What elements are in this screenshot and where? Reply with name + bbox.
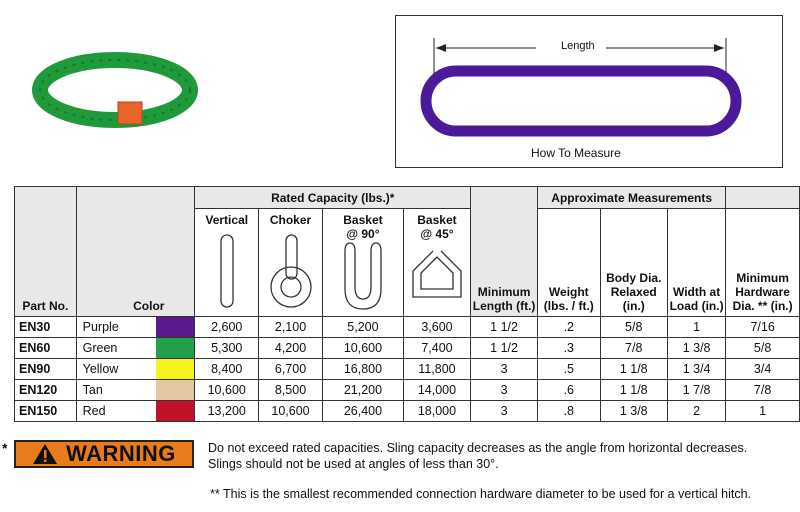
vertical-label: Vertical — [205, 213, 249, 227]
cell-body: 1 1/8 — [600, 380, 667, 401]
part-no-header: Part No. — [15, 187, 77, 317]
basket-90-header — [323, 209, 404, 317]
length-label: Length — [561, 40, 595, 52]
table-row — [15, 317, 800, 338]
warning-line-1: Do not exceed rated capacities. Sling capacity decreases as the angle from horizontal decreases. — [208, 441, 748, 455]
cell-width: 1 — [667, 317, 725, 338]
cell-minlen: 3 — [471, 401, 538, 422]
cell-b45: 7,400 — [403, 338, 470, 359]
cell-body: 7/8 — [600, 338, 667, 359]
cell-b90: 21,200 — [323, 380, 404, 401]
basket-90-label: Basket @ 90° — [343, 213, 383, 241]
weight-header: Weight (lbs. / ft.) — [538, 209, 600, 317]
cell-minlen: 1 1/2 — [471, 338, 538, 359]
part-no: EN90 — [15, 359, 77, 380]
choker-hitch-icon — [266, 231, 316, 311]
color-name: Green — [76, 338, 156, 359]
cell-width: 1 3/4 — [667, 359, 725, 380]
warning-label: WARNING — [66, 441, 176, 466]
cell-vertical: 13,200 — [195, 401, 259, 422]
basket-90-hitch-icon — [341, 241, 385, 311]
cell-hw: 5/8 — [726, 338, 800, 359]
blank-header — [726, 187, 800, 209]
warning-line-2: Slings should not be used at angles of less than 30°. — [208, 457, 499, 471]
cell-minlen: 1 1/2 — [471, 317, 538, 338]
cell-width: 1 7/8 — [667, 380, 725, 401]
cell-vertical: 10,600 — [195, 380, 259, 401]
cell-weight: .8 — [538, 401, 600, 422]
cell-weight: .5 — [538, 359, 600, 380]
cell-hw: 7/16 — [726, 317, 800, 338]
warning-triangle-icon — [32, 443, 58, 465]
approx-measurements-header: Approximate Measurements — [538, 187, 726, 209]
cell-b90: 5,200 — [323, 317, 404, 338]
basket-45-header — [403, 209, 470, 317]
body-dia-header: Body Dia. Relaxed (in.) — [600, 209, 667, 317]
vertical-header — [195, 209, 259, 317]
cell-minlen: 3 — [471, 380, 538, 401]
part-no: EN150 — [15, 401, 77, 422]
vertical-hitch-icon — [217, 233, 237, 309]
cell-b45: 11,800 — [403, 359, 470, 380]
table-row — [15, 359, 800, 380]
color-name: Purple — [76, 317, 156, 338]
how-to-measure-box — [395, 15, 783, 168]
green-sling-image — [30, 45, 200, 135]
color-swatch — [156, 317, 195, 338]
color-name: Tan — [76, 380, 156, 401]
cell-choker: 6,700 — [259, 359, 323, 380]
width-at-load-header: Width at Load (in.) — [667, 209, 725, 317]
cell-body: 5/8 — [600, 317, 667, 338]
choker-label: Choker — [269, 213, 312, 227]
color-header: Color — [76, 187, 195, 317]
cell-b90: 10,600 — [323, 338, 404, 359]
color-swatch — [156, 338, 195, 359]
cell-b90: 26,400 — [323, 401, 404, 422]
cell-hw: 3/4 — [726, 359, 800, 380]
part-no: EN120 — [15, 380, 77, 401]
color-swatch — [156, 359, 195, 380]
table-row — [15, 401, 800, 422]
cell-choker: 10,600 — [259, 401, 323, 422]
cell-b45: 3,600 — [403, 317, 470, 338]
color-name: Red — [76, 401, 156, 422]
cell-choker: 4,200 — [259, 338, 323, 359]
min-hardware-header: Minimum Hardware Dia. ** (in.) — [726, 209, 800, 317]
cell-width: 2 — [667, 401, 725, 422]
cell-choker: 8,500 — [259, 380, 323, 401]
color-swatch — [156, 401, 195, 422]
choker-header — [259, 209, 323, 317]
sling-capacity-table — [14, 186, 800, 422]
table-row — [15, 380, 800, 401]
cell-choker: 2,100 — [259, 317, 323, 338]
cell-b45: 14,000 — [403, 380, 470, 401]
cell-vertical: 2,600 — [195, 317, 259, 338]
cell-body: 1 1/8 — [600, 359, 667, 380]
warning-asterisk: * — [2, 440, 8, 456]
how-to-measure-caption: How To Measure — [531, 146, 621, 160]
hardware-footnote: ** This is the smallest recommended connection hardware diameter to be used for a vertical hitch. — [210, 487, 752, 501]
part-no: EN60 — [15, 338, 77, 359]
color-name: Yellow — [76, 359, 156, 380]
cell-b90: 16,800 — [323, 359, 404, 380]
part-no: EN30 — [15, 317, 77, 338]
cell-hw: 1 — [726, 401, 800, 422]
warning-badge — [14, 440, 194, 468]
color-swatch — [156, 380, 195, 401]
cell-weight: .6 — [538, 380, 600, 401]
cell-hw: 7/8 — [726, 380, 800, 401]
cell-body: 1 3/8 — [600, 401, 667, 422]
cell-width: 1 3/8 — [667, 338, 725, 359]
cell-b45: 18,000 — [403, 401, 470, 422]
basket-45-hitch-icon — [409, 247, 465, 303]
cell-weight: .2 — [538, 317, 600, 338]
warning-text — [208, 440, 747, 472]
rated-capacity-header: Rated Capacity (lbs.)* — [195, 187, 471, 209]
table-row — [15, 338, 800, 359]
cell-minlen: 3 — [471, 359, 538, 380]
min-length-header: Minimum Length (ft.) — [471, 187, 538, 317]
cell-vertical: 8,400 — [195, 359, 259, 380]
cell-vertical: 5,300 — [195, 338, 259, 359]
cell-weight: .3 — [538, 338, 600, 359]
basket-45-label: Basket @ 45° — [417, 213, 457, 241]
